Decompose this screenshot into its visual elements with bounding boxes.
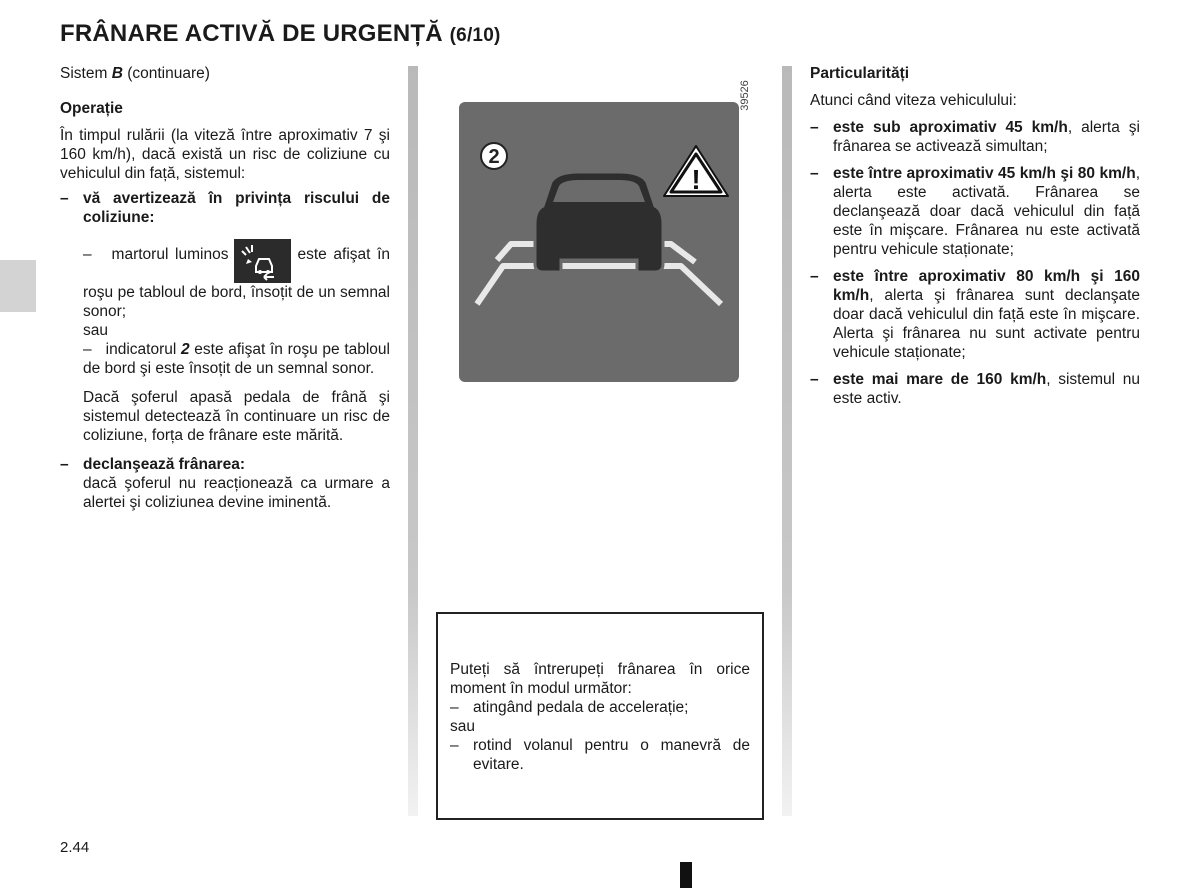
warning-symbol: ! [691,164,701,195]
figure-reference-number: 39526 [738,80,751,111]
left-column [60,64,390,512]
bullet-braking [60,455,390,512]
system-letter: B [111,65,123,82]
speed-item-text: , alerta şi frânarea sunt declanşate doar dacă vehiculul din față este în mişcare. Alerta şi frânarea nu sunt activate pentru vehicule staționate; [833,287,1140,361]
system-prefix: Sistem [60,65,112,82]
note-item-accelerator [450,698,750,717]
sub-or: sau [83,322,108,339]
speed-item-bold: este între aproximativ 45 km/h şi 80 km/h [833,165,1136,182]
speed-item-text: , alerta este activată. Frânarea se declanşează doar dacă vehiculul din față este în mişcare. Frânarea nu este activată pentru vehicule staționate; [833,165,1140,258]
sub2-number: 2 [180,341,190,358]
speed-item [810,164,1140,259]
dash: – [83,246,92,263]
particularities-heading: Particularități [810,65,910,82]
dashboard-illustration [459,102,739,382]
note-item2-text: rotind volanul pentru o manevră de evitare. [473,737,750,773]
speed-item-bold: este sub aproximativ 45 km/h [833,119,1068,136]
system-suffix: (continuare) [122,65,210,82]
page-number: 2.44 [60,839,90,856]
dash: – [450,699,459,716]
note-box [436,612,764,820]
bullet-warning [60,189,390,227]
collision-warning-light-icon [234,239,291,283]
subitem-light [83,239,390,321]
speed-item-bold: este mai mare de 160 km/h [833,371,1047,388]
note-text: Puteți să întrerupeți frânarea în orice moment în modul următor: [450,661,750,697]
speed-item [810,267,1140,362]
subitem-indicator [83,340,390,378]
callout-number: 2 [488,146,500,168]
title-text: FRÂNARE ACTIVĂ DE URGENȚĂ [60,20,443,47]
dash: – [810,268,819,285]
note-item1-text: atingând pedala de accelerație; [473,699,689,716]
sub2-after: este afişat în roşu pe tabloul de bord şi este însoțit de un semnal sonor. [83,341,390,377]
particularities-intro: Atunci când viteza vehiculului: [810,92,1017,109]
system-line [60,64,390,83]
brake-paragraph: Dacă şoferul apasă pedala de frână şi sistemul detectează în continuare un risc de coliziune, forța de frânare este mărită. [83,389,390,444]
section-tab [0,260,36,312]
speed-item-text: , alerta şi frânarea se activează simultan; [833,119,1140,155]
illustration-svg [459,102,739,382]
dash: – [83,341,92,358]
warning-subitems [60,239,390,445]
title-part: (6/10) [449,25,501,46]
column-separator-right [782,66,792,816]
column-separator-left [408,66,418,816]
speed-item-bold: este între aproximativ 80 km/h şi 160 km/h [833,268,1140,304]
speed-item [810,118,1140,156]
note-or: sau [450,718,475,735]
right-column [810,64,1140,408]
dash: – [450,737,459,754]
sub1-after: este afişat în roşu pe tabloul de bord, însoțit de un semnal sonor; [83,246,391,320]
sub2-before: indicatorul [105,341,181,358]
speed-item [810,370,1140,408]
dash: – [810,165,819,182]
dash: – [810,119,819,136]
page-title [60,20,501,50]
note-item-steering [450,736,750,774]
car-icon [535,172,663,272]
bullet-warning-label: vă avertizează în privința riscului de coliziune: [83,190,390,226]
sub1-before: martorul luminos [111,246,229,263]
speed-item-text: , sistemul nu este activ. [833,371,1140,407]
operation-intro: În timpul rulării (la viteză între aproximativ 7 şi 160 km/h), dacă există un risc de coliziune cu vehiculul din față, sistemul: [60,127,390,182]
dash: – [60,456,69,473]
lane-line-far [477,266,721,304]
thumb-index-mark [680,862,692,888]
figure-reference [738,72,762,116]
dash: – [60,190,69,207]
operation-heading: Operație [60,100,123,117]
dash: – [810,371,819,388]
bullet-braking-text: dacă şoferul nu reacționează ca urmare a alertei şi coliziunea devine iminentă. [83,475,390,511]
bullet-braking-label: declanşează frânarea: [83,456,245,473]
